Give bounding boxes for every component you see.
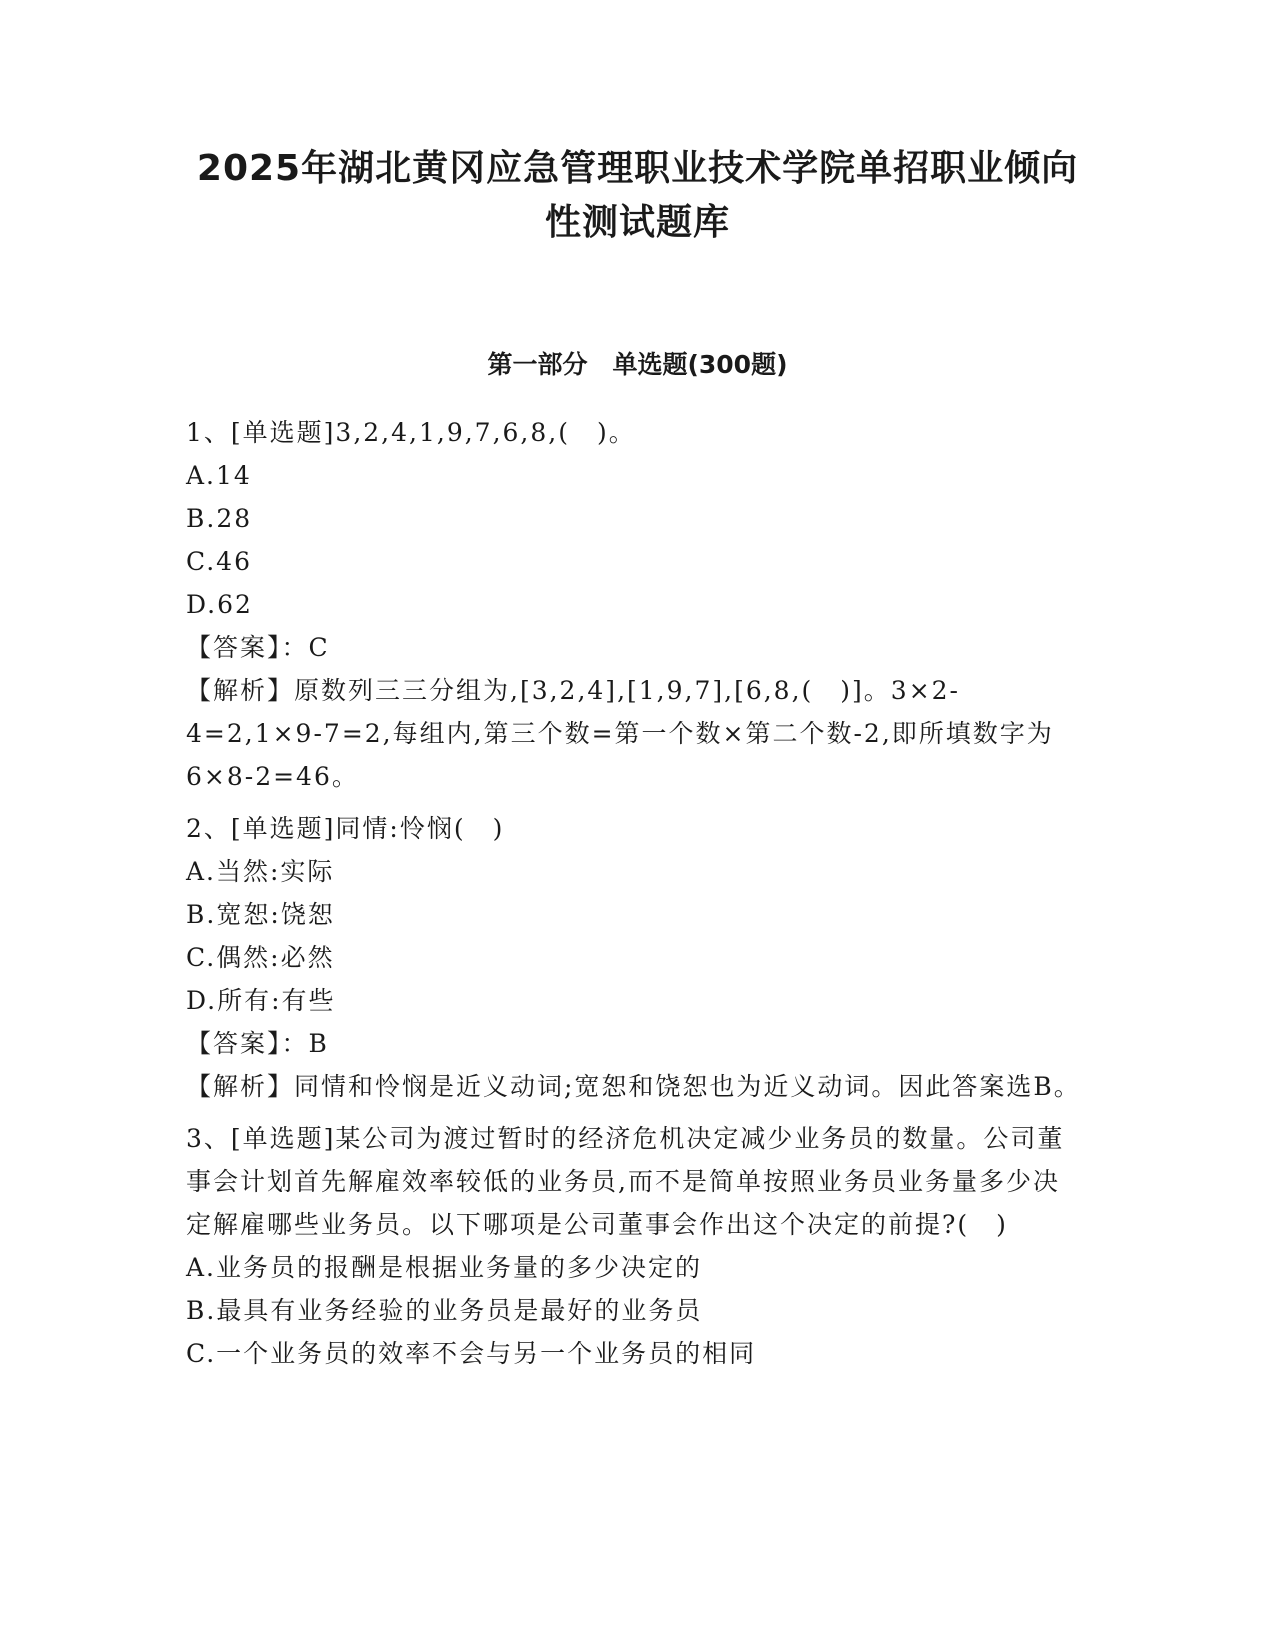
question-stem: 3、[单选题]某公司为渡过暂时的经济危机决定减少业务员的数量。公司董事会计划首先解雇效率较低的业务员,而不是简单按照业务员业务量多少决定解雇哪些业务员。以下哪项是公司董事会作出这个决定的前提?( ) xyxy=(186,1124,1065,1239)
option-b: B.28 xyxy=(186,504,253,533)
option-c: C.46 xyxy=(186,547,252,576)
question-list xyxy=(186,411,1086,1384)
explanation: 【解析】原数列三三分组为,[3,2,4],[1,9,7],[6,8,( )]。3×2-4=2,1×9-7=2,每组内,第三个数=第一个数×第二个数-2,即所填数字为6×8-2=46。 xyxy=(186,676,1054,791)
document-title-line-1: 2025年湖北黄冈应急管理职业技术学院单招职业倾向 xyxy=(196,148,1079,189)
question-3 xyxy=(186,1117,1086,1375)
question-stem: 2、[单选题]同情:怜悯( ) xyxy=(186,814,505,843)
question-stem: 1、[单选题]3,2,4,1,9,7,6,8,( )。 xyxy=(186,418,636,447)
document-title xyxy=(150,142,1125,250)
option-a: A.业务员的报酬是根据业务量的多少决定的 xyxy=(186,1253,703,1282)
option-d: D.62 xyxy=(186,590,253,619)
option-b: B.宽恕:饶恕 xyxy=(186,900,335,929)
option-b: B.最具有业务经验的业务员是最好的业务员 xyxy=(186,1296,703,1325)
option-c: C.偶然:必然 xyxy=(186,943,335,972)
option-a: A.14 xyxy=(186,461,252,490)
question-1 xyxy=(186,411,1086,798)
option-c: C.一个业务员的效率不会与另一个业务员的相同 xyxy=(186,1339,757,1368)
option-a: A.当然:实际 xyxy=(186,857,335,886)
answer: 【答案】：C xyxy=(186,633,330,662)
section-heading: 第一部分 单选题(300题) xyxy=(487,350,788,379)
explanation: 【解析】同情和怜悯是近义动词;宽恕和饶恕也为近义动词。因此答案选B。 xyxy=(186,1072,1081,1101)
answer: 【答案】：B xyxy=(186,1029,329,1058)
option-d: D.所有:有些 xyxy=(186,986,336,1015)
document-title-line-2: 性测试题库 xyxy=(544,202,730,243)
question-2 xyxy=(186,807,1086,1108)
